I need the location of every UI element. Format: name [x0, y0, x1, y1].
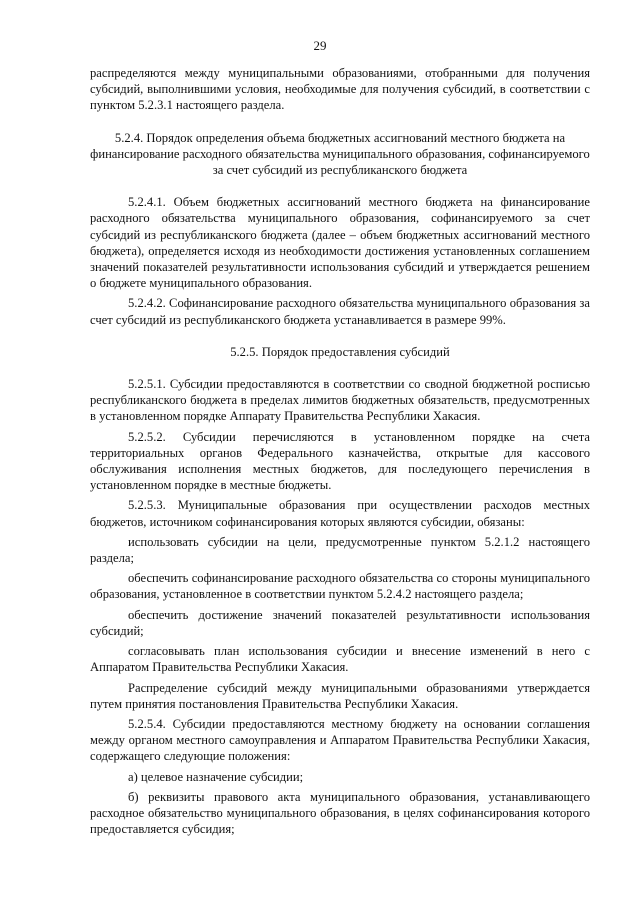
obligation-item-4: согласовывать план использования субсидии и внесение изменений в него с Аппаратом Правительства Республики Хакасия.	[90, 644, 590, 675]
agreement-item-a: а) целевое назначение субсидии;	[128, 769, 304, 784]
obligation-item-3: обеспечить достижение значений показателей результативности использования субсидий;	[90, 607, 590, 638]
agreement-item-b: б) реквизиты правового акта муниципального образования, устанавливающего расходное обязательство муниципального образования, в целях софинансирования которого предоставляется субсидия;	[90, 789, 590, 837]
obligation-item-2: обеспечить софинансирование расходного обязательства со стороны муниципального образования, установленное в соответствии пунктом 5.2.4.2 настоящего раздела;	[90, 571, 590, 602]
paragraph-distribution: Распределение субсидий между муниципальными образованиями утверждается путем принятия постановления Правительства Республики Хакасия.	[90, 680, 590, 711]
paragraph-5-2-5-3: 5.2.5.3. Муниципальные образования при осуществлении расходов местных бюджетов, источником софинансирования которых являются субсидии, обязаны:	[90, 498, 590, 529]
page-number: 29	[313, 38, 327, 53]
section-heading-5-2-4: 5.2.4. Порядок определения объема бюджетных ассигнований местного бюджета на финансирование расходного обязательства муниципального образования, софинансируемого за счет субсидий из республиканского бюджета	[90, 130, 590, 178]
paragraph-5-2-5-2: 5.2.5.2. Субсидии перечисляются в установленном порядке на счета территориальных органов Федерального казначейства, открытые для кассового обслуживания исполнения местных бюджетов, для последующего перечисления в установленном порядке в местные бюджеты.	[90, 429, 590, 493]
paragraph-5-2-5-1: 5.2.5.1. Субсидии предоставляются в соответствии со сводной бюджетной росписью республиканского бюджета в пределах лимитов бюджетных обязательств, предусмотренных в установленном порядке Аппарату Правительства Республики Хакасия.	[90, 377, 590, 424]
paragraph-continuation: распределяются между муниципальными образованиями, отобранными для получения субсидий, выполнившими условия, необходимые для получения субсидий, в соответствии с пунктом 5.2.3.1 настоящего раздела.	[90, 66, 590, 113]
paragraph-5-2-4-1: 5.2.4.1. Объем бюджетных ассигнований местного бюджета на финансирование расходного обязательства муниципального образования, софинансируемого за счет субсидий из республиканского бюджета (далее – объем бюджетных ассигнований местного бюджета), определяется исходя из необходимости достижения установленных соглашением значений показателей результативности использования субсидий и утверждается решением о бюджете муниципального образования.	[90, 195, 590, 291]
document-body	[90, 65, 590, 837]
paragraph-5-2-5-4: 5.2.5.4. Субсидии предоставляются местному бюджету на основании соглашения между органом местного самоуправления и Аппаратом Правительства Республики Хакасия, содержащего следующие положения:	[90, 716, 590, 764]
paragraph-5-2-4-2: 5.2.4.2. Софинансирование расходного обязательства муниципального образования за счет субсидий из республиканского бюджета устанавливается в размере 99%.	[90, 296, 590, 327]
section-heading-5-2-5: 5.2.5. Порядок предоставления субсидий	[230, 344, 450, 359]
obligation-item-1: использовать субсидии на цели, предусмотренные пунктом 5.2.1.2 настоящего раздела;	[90, 534, 590, 566]
